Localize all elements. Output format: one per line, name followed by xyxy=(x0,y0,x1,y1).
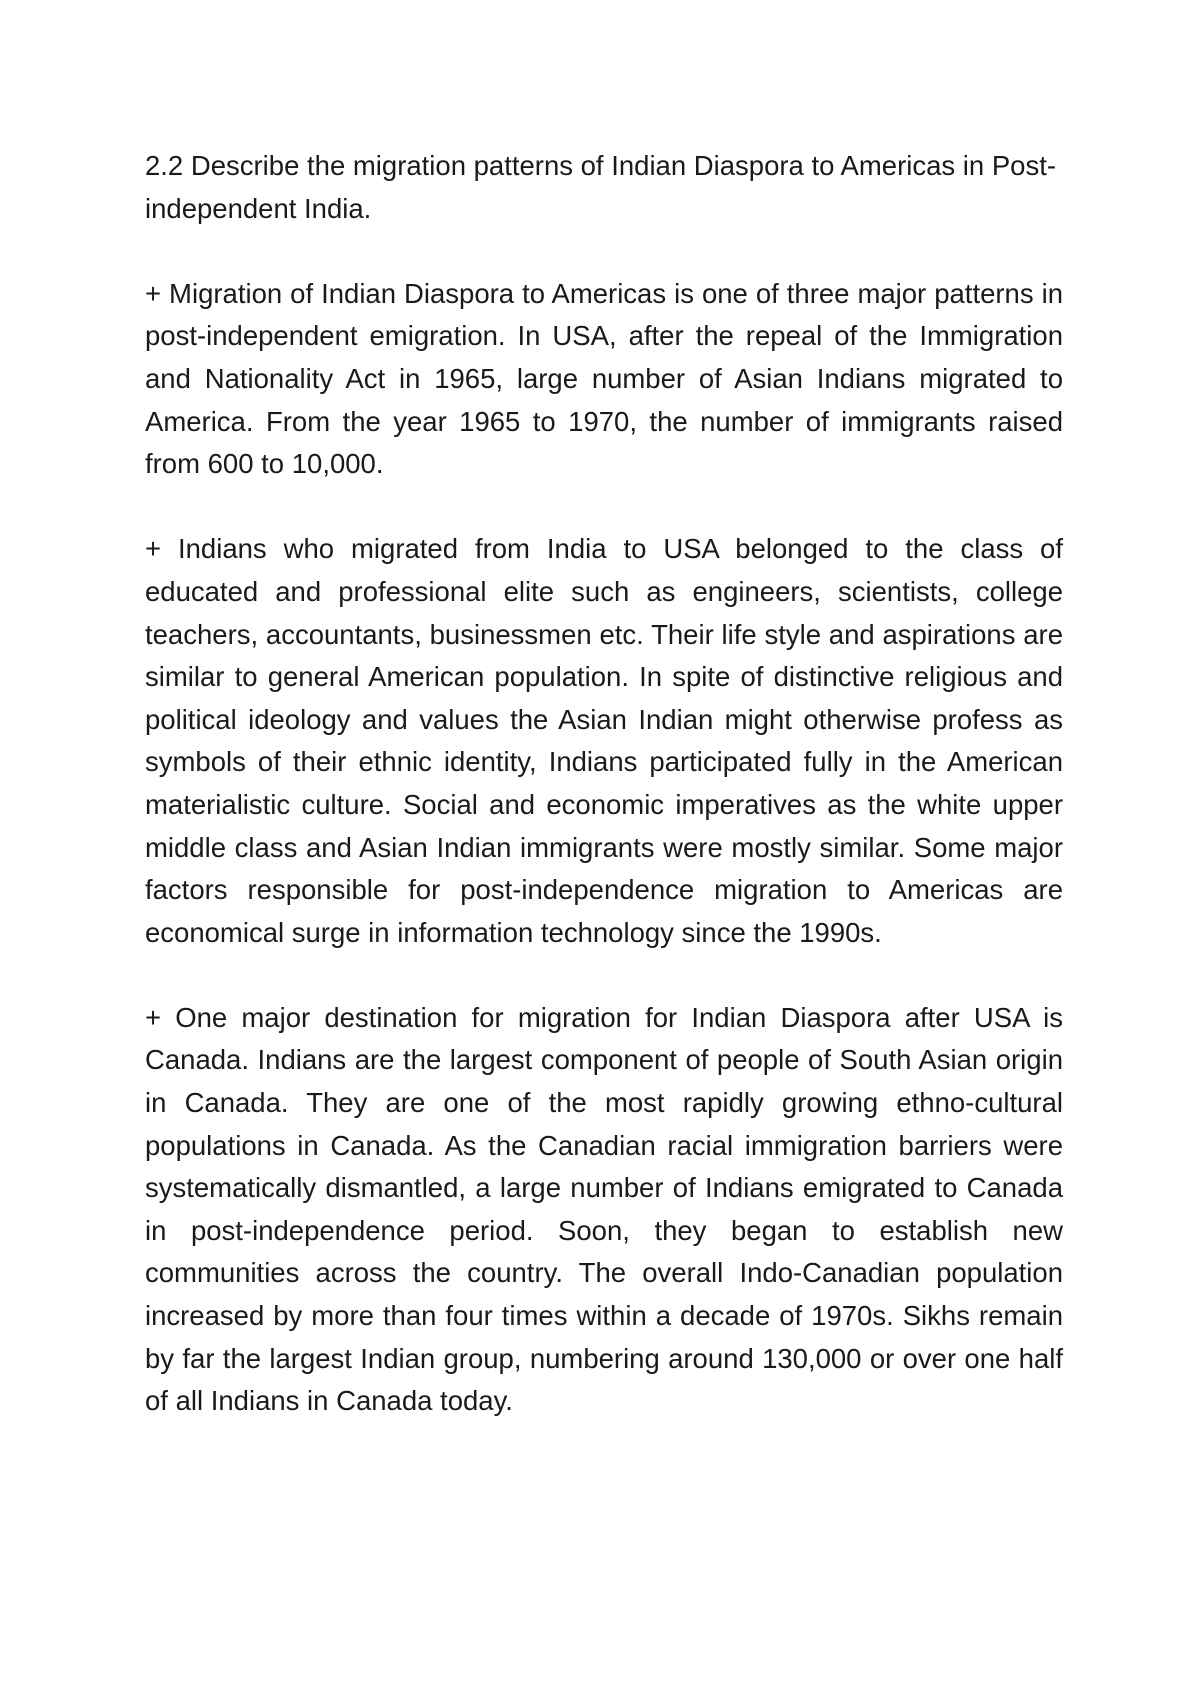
document-page xyxy=(145,145,1063,1423)
paragraph-canada: + One major destination for migration for Indian Diaspora after USA is Canada. Indians are the largest component of people of South Asian origin in Canada. They are one of the most rapidly growing ethno-cultural populations in Canada. As the Canadian racial immigration barriers were systematically dismantled, a large number of Indians emigrated to Canada in post-independence period. Soon, they began to establish new communities across the country. The overall Indo-Canadian population increased by more than four times within a decade of 1970s. Sikhs remain by far the largest Indian group, numbering around 130,000 or over one half of all Indians in Canada today. xyxy=(145,1001,1063,1417)
paragraph-usa-elite: + Indians who migrated from India to USA belonged to the class of educated and professional elite such as engineers, scientists, college teachers, accountants, businessmen etc. Their life style and aspirations are similar to general American population. In spite of distinctive religious and political ideology and values the Asian Indian might otherwise profess as symbols of their ethnic identity, Indians participated fully in the American materialistic culture. Social and economic imperatives as the white upper middle class and Asian Indian immigrants were mostly similar. Some major factors responsible for post-independence migration to Americas are economical surge in information technology since the 1990s. xyxy=(145,533,1063,948)
question-heading: 2.2 Describe the migration patterns of Indian Diaspora to Americas in Post-independent India. xyxy=(145,150,1057,224)
paragraph-usa-migration: + Migration of Indian Diaspora to Americas is one of three major patterns in post-independent emigration. In USA, after the repeal of the Immigration and Nationality Act in 1965, large number of Asian Indians migrated to America. From the year 1965 to 1970, the number of immigrants raised from 600 to 10,000. xyxy=(145,277,1063,480)
